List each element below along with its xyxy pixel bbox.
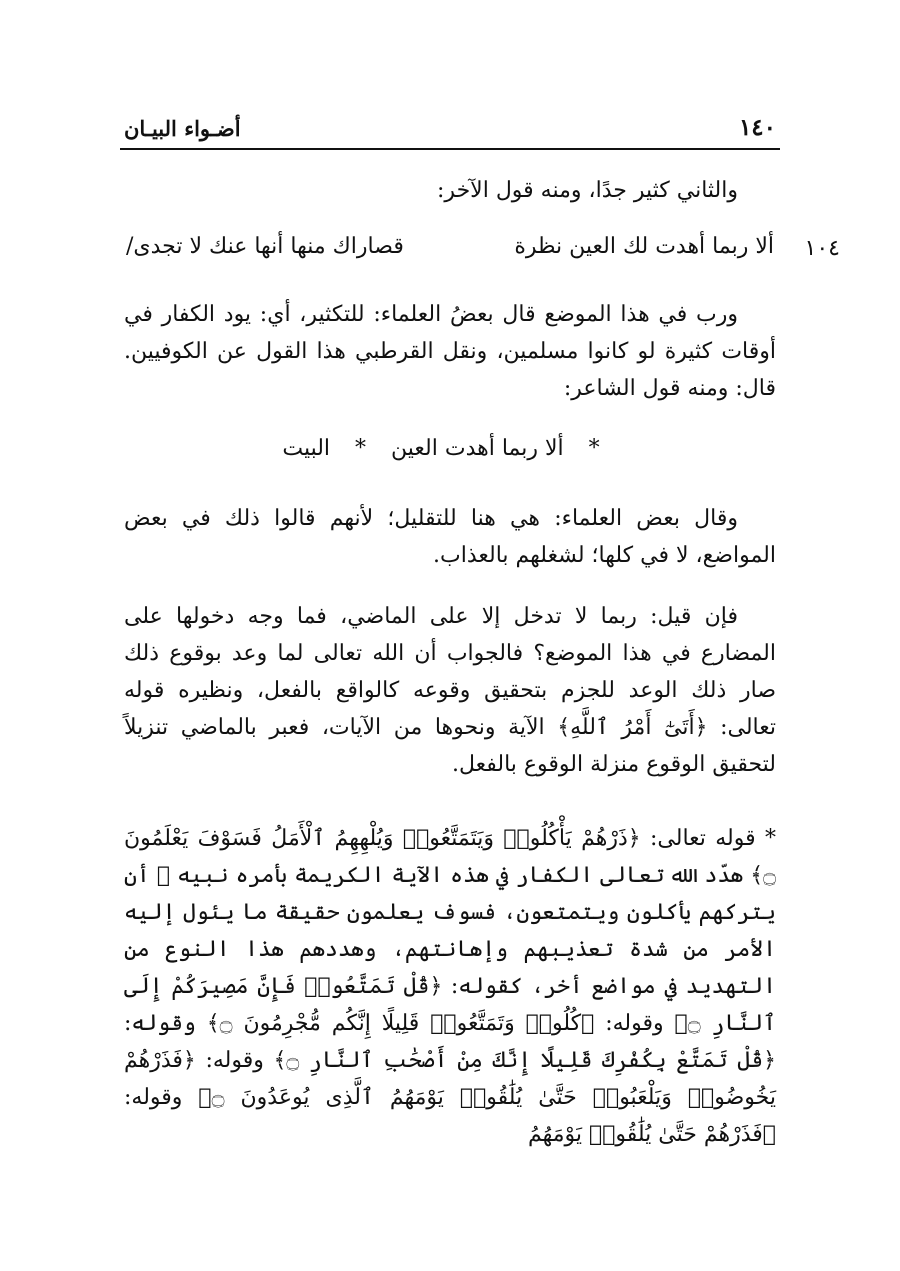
paragraph-plurality: ورب في هذا الموضع قال بعضُ العلماء: للتكثير، أي: يود الكفار في أوقات كثيرة لو كانوا مسلمين، ونقل القرطبي هذا القول عن الكوفيين. قال: ومنه قول الشاعر: [124, 302, 776, 401]
verse-number: ١٠٤ [804, 236, 840, 261]
short-quote [120, 436, 780, 461]
star-ornament-icon: * [355, 436, 367, 461]
page-header [120, 112, 780, 150]
verse-first-hemistich: ألا ربما أهدت لك العين نظرة [514, 234, 774, 259]
short-quote-text: ألا ربما أهدت العين [391, 436, 564, 461]
poetry-verse [126, 234, 774, 259]
star-ornament-icon: * [588, 436, 600, 461]
paragraph-paucity: وقال بعض العلماء: هي هنا للتقليل؛ لأنهم قالوا ذلك في بعض المواضع، لا في كلها؛ لشغلهم بالعذاب. [124, 506, 776, 568]
paragraph-verse-commentary: * قوله تعالى: ﴿ذَرْهُمْ يَأْكُلُوا۟ وَيَتَمَتَّعُوا۟ وَيُلْهِهِمُ ٱلْأَمَلُ فَسَوْفَ يَعْلَمُونَ ۝﴾ هدّد الله تعالى الكفار في هذه الآية الكريمة بأمره نبيه ﷺ أن يتركهم يأكلون ويتمتعون، فسوف يعلمون حقيقة ما يئول إليه الأمر من شدة تعذيبهم وإهانتهم، وهددهم هذا النوع من التهديد في مواضع أخر، كقوله: ﴿قُلْ تَمَتَّعُوا۟ فَإِنَّ مَصِيرَكُمْ إِلَى ٱلنَّارِ ۝﴾ وقوله: ﴿كُلُوا۟ وَتَمَتَّعُوا۟ قَلِيلًا إِنَّكُم مُّجْرِمُونَ ۝﴾ وقوله: ﴿قُلْ تَمَتَّعْ بِكُفْرِكَ قَلِيلًا إِنَّكَ مِنْ أَصْحَٰبِ ٱلنَّارِ ۝﴾ وقوله: ﴿فَذَرْهُمْ يَخُوضُوا۟ وَيَلْعَبُوا۟ حَتَّىٰ يُلَٰقُوا۟ يَوْمَهُمُ ٱلَّذِى يُوعَدُونَ ۝﴾ وقوله: ﴿فَذَرْهُمْ حَتَّىٰ يُلَٰقُوا۟ يَوْمَهُمُ [124, 826, 777, 1147]
verse-second-hemistich: قصاراك منها أنها عنك لا تجدى/ [126, 234, 404, 259]
paragraph-question-answer: فإن قيل: ربما لا تدخل إلا على الماضي، فما وجه دخولها على المضارع في هذا الموضع؟ فالجواب أن الله تعالى لما وعد بوقوع ذلك صار ذلك الوعد للجزم بتحقيق وقوعه كالواقع بالفعل، ونظيره قوله تعالى: ﴿أَتَىٰٓ أَمْرُ ٱللَّهِ﴾ الآية ونحوها من الآيات، فعبر بالماضي تنزيلاً لتحقيق الوقوع منزلة الوقوع بالفعل. [124, 604, 776, 777]
book-page [120, 0, 840, 1271]
page-number: ١٤٠ [738, 114, 776, 141]
intro-line: والثاني كثير جدًا، ومنه قول الآخر: [437, 178, 738, 203]
book-title: أضـواء البيـان [124, 116, 241, 141]
short-quote-tail: البيت [282, 436, 331, 461]
